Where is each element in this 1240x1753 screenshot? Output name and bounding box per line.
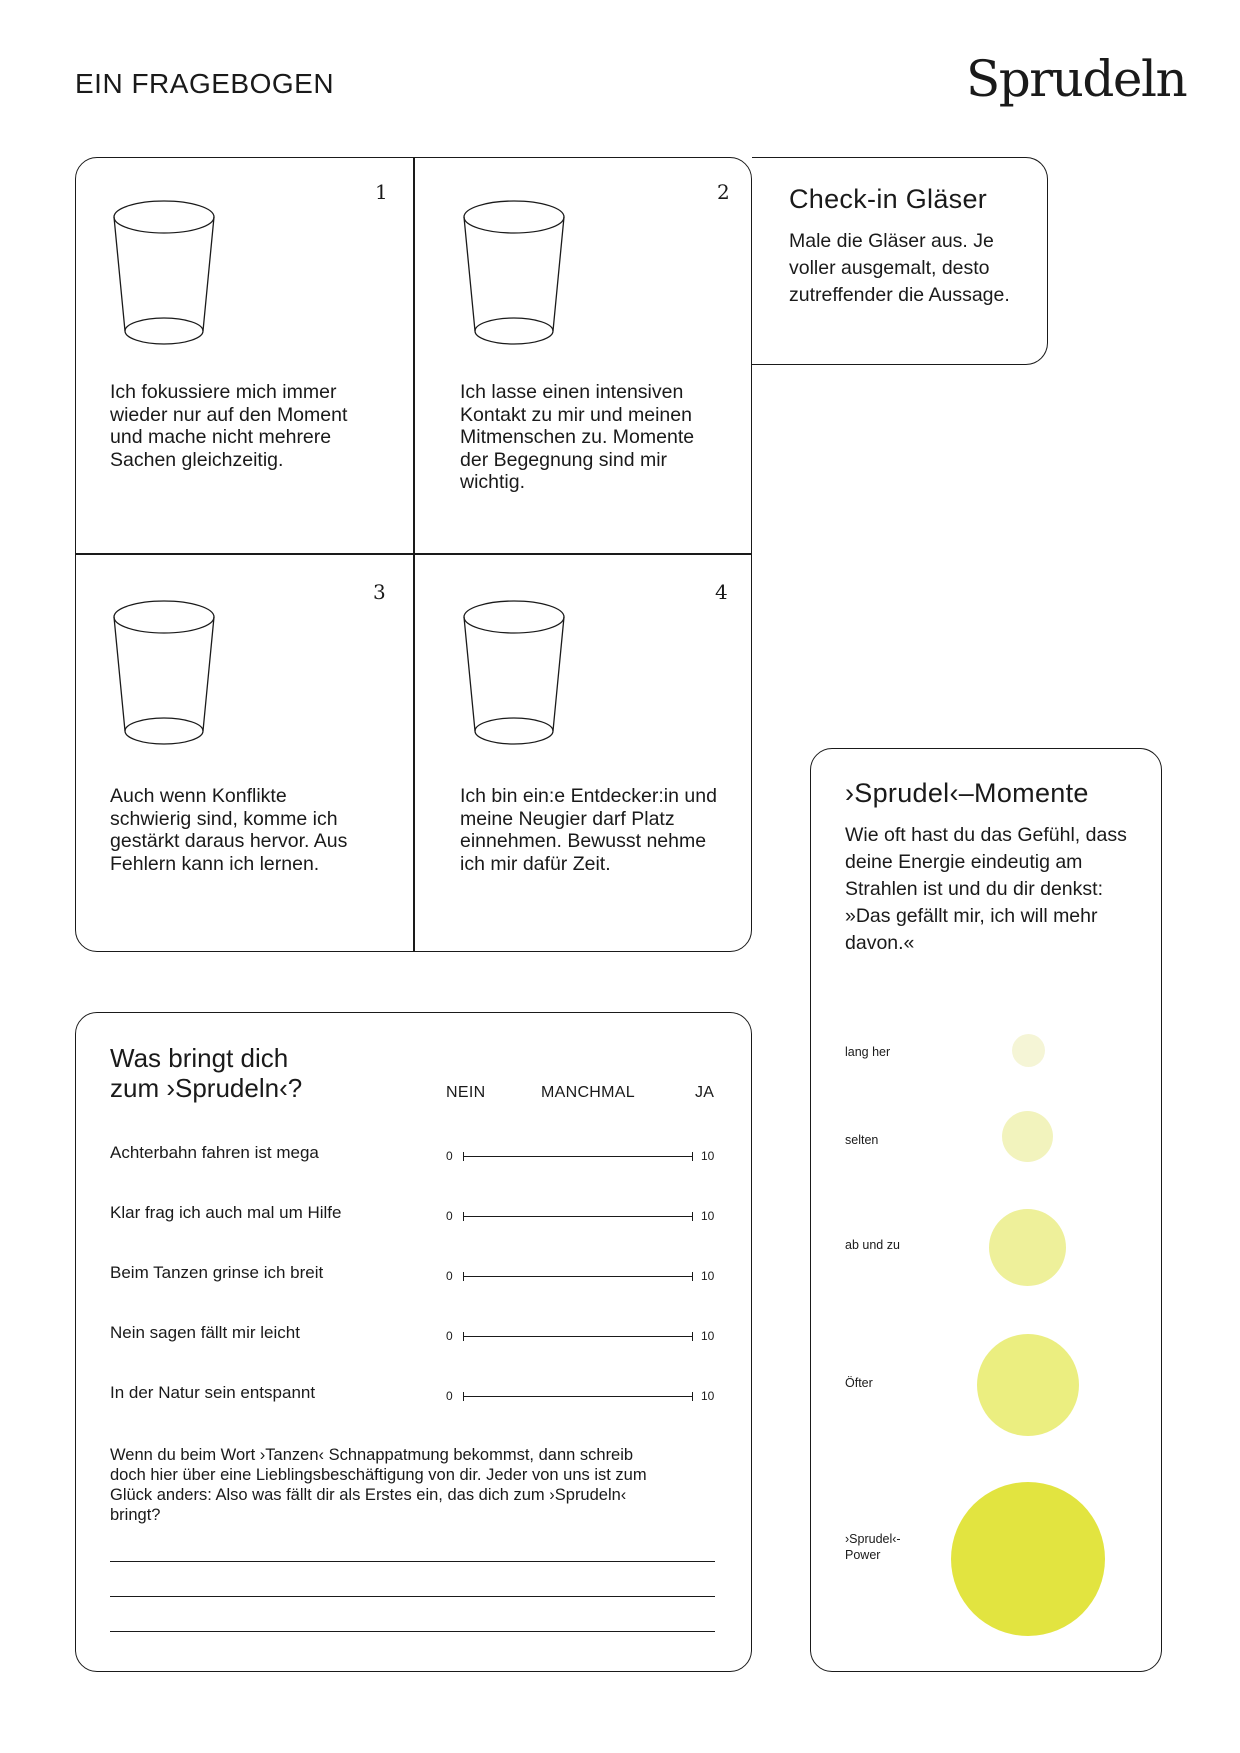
- scale-min-label: 0: [446, 1149, 453, 1163]
- brand-logo: Sprudeln: [966, 50, 1187, 108]
- survey-row-label: Nein sagen fällt mir leicht: [110, 1323, 300, 1342]
- checkin-title: Check-in Gläser: [789, 184, 988, 214]
- cell-statement: Auch wenn Konflikte schwierig sind, komme ich gestärkt daraus hervor. Aus Fehlern kann ich lernen.: [110, 785, 348, 875]
- rating-slider[interactable]: [463, 1156, 693, 1157]
- moments-question: Wie oft hast du das Gefühl, dass deine Energie eindeutig am Strahlen ist und du dir denkst: »Das gefällt mir, ich will mehr davon.«: [845, 824, 1127, 954]
- survey-row-label: Achterbahn fahren ist mega: [110, 1143, 319, 1162]
- survey-row-label: In der Natur sein entspannt: [110, 1383, 316, 1402]
- answer-line[interactable]: [110, 1631, 715, 1632]
- column-header-sometimes: MANCHMAL: [541, 1084, 635, 1101]
- cell-number: 1: [375, 180, 388, 204]
- scale-min-label: 0: [446, 1269, 453, 1283]
- cell-statement: Ich bin ein:e Entdecker:in und meine Neugier darf Platz einnehmen. Bewusst nehme ich mir dafür Zeit.: [460, 785, 717, 875]
- frequency-label: selten: [845, 1133, 879, 1147]
- column-header-yes: JA: [695, 1084, 715, 1101]
- frequency-bubble[interactable]: [1012, 1034, 1045, 1067]
- cell-number: 2: [717, 180, 730, 204]
- answer-line[interactable]: [110, 1596, 715, 1597]
- grid-divider-horizontal: [75, 553, 752, 555]
- survey-row-label: Klar frag ich auch mal um Hilfe: [110, 1203, 342, 1222]
- answer-line[interactable]: [110, 1561, 715, 1562]
- frequency-label: ab und zu: [845, 1238, 900, 1252]
- column-header-no: NEIN: [446, 1084, 486, 1101]
- survey-row-label: Beim Tanzen grinse ich breit: [110, 1263, 324, 1282]
- survey-title: [110, 1043, 302, 1103]
- rating-slider[interactable]: [463, 1276, 693, 1277]
- scale-max-label: 10: [701, 1149, 715, 1163]
- cell-number: 3: [373, 580, 386, 604]
- writing-prompt: Wenn du beim Wort ›Tanzen‹ Schnappatmung bekommst, dann schreib doch hier über eine Lieblingsbeschäftigung von dir. Jeder von uns ist zum Glück anders: Also was fällt dir als Erstes ein, das dich zum ›Sprudeln‹ bringt?: [110, 1446, 647, 1524]
- frequency-label: Öfter: [845, 1376, 873, 1390]
- page-title: EIN FRAGEBOGEN: [75, 68, 335, 99]
- rating-slider[interactable]: [463, 1216, 693, 1217]
- rating-slider[interactable]: [463, 1396, 693, 1397]
- rating-slider[interactable]: [463, 1336, 693, 1337]
- frequency-label: lang her: [845, 1045, 891, 1059]
- glass-icon[interactable]: [110, 198, 220, 348]
- cell-statement: Ich lasse einen intensiven Kontakt zu mir und meinen Mitmenschen zu. Momente der Begegnung sind mir wichtig.: [460, 381, 695, 493]
- frequency-label: ›Sprudel‹-Power: [845, 1532, 901, 1562]
- scale-max-label: 10: [701, 1209, 715, 1223]
- grid-divider-vertical: [413, 157, 415, 952]
- frequency-bubble[interactable]: [989, 1209, 1066, 1286]
- scale-max-label: 10: [701, 1269, 715, 1283]
- checkin-instructions: Male die Gläser aus. Je voller ausgemalt, desto zutreffender die Aussage.: [789, 230, 1010, 306]
- glass-icon[interactable]: [460, 598, 570, 748]
- scale-min-label: 0: [446, 1389, 453, 1403]
- cell-number: 4: [715, 580, 728, 604]
- survey-title-line: zum ›Sprudeln‹?: [110, 1073, 303, 1103]
- scale-min-label: 0: [446, 1209, 453, 1223]
- scale-max-label: 10: [701, 1389, 715, 1403]
- cell-statement: Ich fokussiere mich immer wieder nur auf den Moment und mache nicht mehrere Sachen gleichzeitig.: [110, 381, 348, 471]
- frequency-bubble[interactable]: [1002, 1111, 1053, 1162]
- glass-icon[interactable]: [460, 198, 570, 348]
- frequency-bubble[interactable]: [951, 1482, 1105, 1636]
- survey-title-line: Was bringt dich: [110, 1043, 289, 1073]
- scale-max-label: 10: [701, 1329, 715, 1343]
- scale-min-label: 0: [446, 1329, 453, 1343]
- moments-title: ›Sprudel‹–Momente: [845, 778, 1089, 808]
- glass-icon[interactable]: [110, 598, 220, 748]
- frequency-bubble[interactable]: [977, 1334, 1079, 1436]
